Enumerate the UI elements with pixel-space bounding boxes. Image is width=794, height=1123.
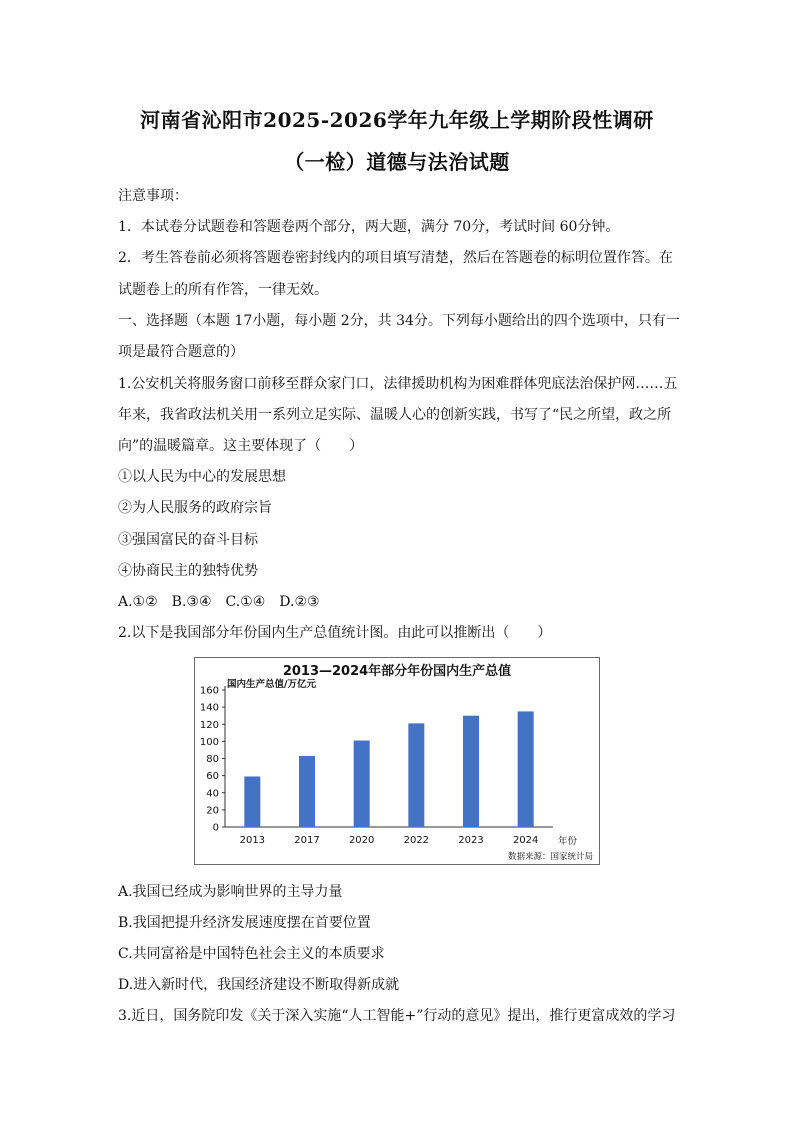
document-title-line1: 河南省沁阳市2025-2026学年九年级上学期阶段性调研 [140, 108, 654, 132]
y-tick-label: 60 [206, 771, 219, 783]
question-2-stem: 2.以下是我国部分年份国内生产总值统计图。由此可以推断出（ ） [118, 625, 552, 641]
question-1-option-4: ④协商民主的独特优势 [118, 563, 258, 579]
question-1-stem-line2: 年来，我省政法机关用一系列立足实际、温暖人心的创新实践，书写了“民之所望，政之所 [118, 407, 672, 423]
bar-2017 [299, 756, 315, 827]
section-1-heading-line1: 一、选择题（本题 17小题，每小题 2分，共 34分。下列每小题给出的四个选项中，只有一 [118, 313, 680, 329]
question-2-option-c: C.共同富裕是中国特色社会主义的本质要求 [118, 946, 385, 962]
section-1-heading-line2: 项是最符合题意的） [118, 344, 244, 360]
y-tick-label: 100 [199, 736, 219, 748]
notice-item-1: 1．本试卷分试题卷和答题卷两个部分，两大题，满分 70分，考试时间 60分钟。 [118, 219, 620, 235]
chart-ylabel: 国内生产总值/万亿元 [227, 679, 316, 690]
y-tick-label: 160 [199, 685, 219, 697]
notice-heading: 注意事项： [118, 188, 188, 204]
question-1-option-1: ①以人民为中心的发展思想 [118, 469, 286, 485]
chart-bars [244, 711, 533, 827]
question-3-stem-line1: 3.近日，国务院印发《关于深入实施“人工智能+”行动的意见》提出，推行更富成效的学习 [118, 1008, 676, 1024]
notice-item-2-line1: 2．考生答卷前必须将答题卷密封线内的项目填写清楚，然后在答题卷的标明位置作答。在 [118, 250, 673, 266]
x-tick-label: 2020 [348, 835, 375, 846]
chart-source: 数据来源：国家统计局 [507, 852, 593, 862]
y-tick-label: 20 [206, 805, 219, 817]
chart-title: 2013—2024年部分年份国内生产总值 [282, 664, 512, 679]
notice-item-2-line2: 试题卷上的所有作答，一律无效。 [118, 282, 328, 298]
y-tick-label: 80 [206, 754, 219, 765]
document-title-line2: （一检）道德与法治试题 [284, 150, 510, 174]
y-tick-label: 40 [206, 788, 219, 800]
x-tick-label: 2013 [239, 835, 266, 846]
bar-2020 [354, 741, 370, 827]
bar-2024 [518, 711, 534, 827]
bar-2023 [463, 716, 479, 827]
question-2-option-a: A.我国已经成为影响世界的主导力量 [118, 884, 343, 900]
question-2-option-b: B.我国把提升经济发展速度摆在首要位置 [118, 915, 371, 931]
bar-2022 [408, 723, 424, 827]
y-tick-label: 120 [199, 719, 219, 731]
x-tick-label: 2023 [458, 835, 484, 846]
gdp-chart [194, 657, 600, 865]
question-1-choices: A.①② B.③④ C.①④ D.②③ [118, 594, 320, 610]
question-1-stem-line1: 1.公安机关将服务窗口前移至群众家门口，法律援助机构为困难群体兜底法治保护网……五 [118, 376, 678, 392]
question-1-option-3: ③强国富民的奋斗目标 [118, 532, 258, 548]
bar-2013 [244, 776, 260, 827]
y-tick-label: 0 [212, 822, 219, 834]
question-1-option-2: ②为人民服务的政府宗旨 [118, 500, 272, 516]
x-tick-label: 2017 [294, 835, 320, 846]
gdp-chart-svg [195, 658, 599, 864]
question-1-stem-line3: 向”的温暖篇章。这主要体现了（ ） [118, 438, 364, 454]
x-tick-label: 2022 [403, 835, 430, 846]
chart-xlabel: 年份 [558, 836, 578, 847]
x-tick-label: 2024 [512, 835, 539, 846]
question-2-option-d: D.进入新时代，我国经济建设不断取得新成就 [118, 977, 400, 993]
y-tick-label: 140 [199, 702, 219, 714]
